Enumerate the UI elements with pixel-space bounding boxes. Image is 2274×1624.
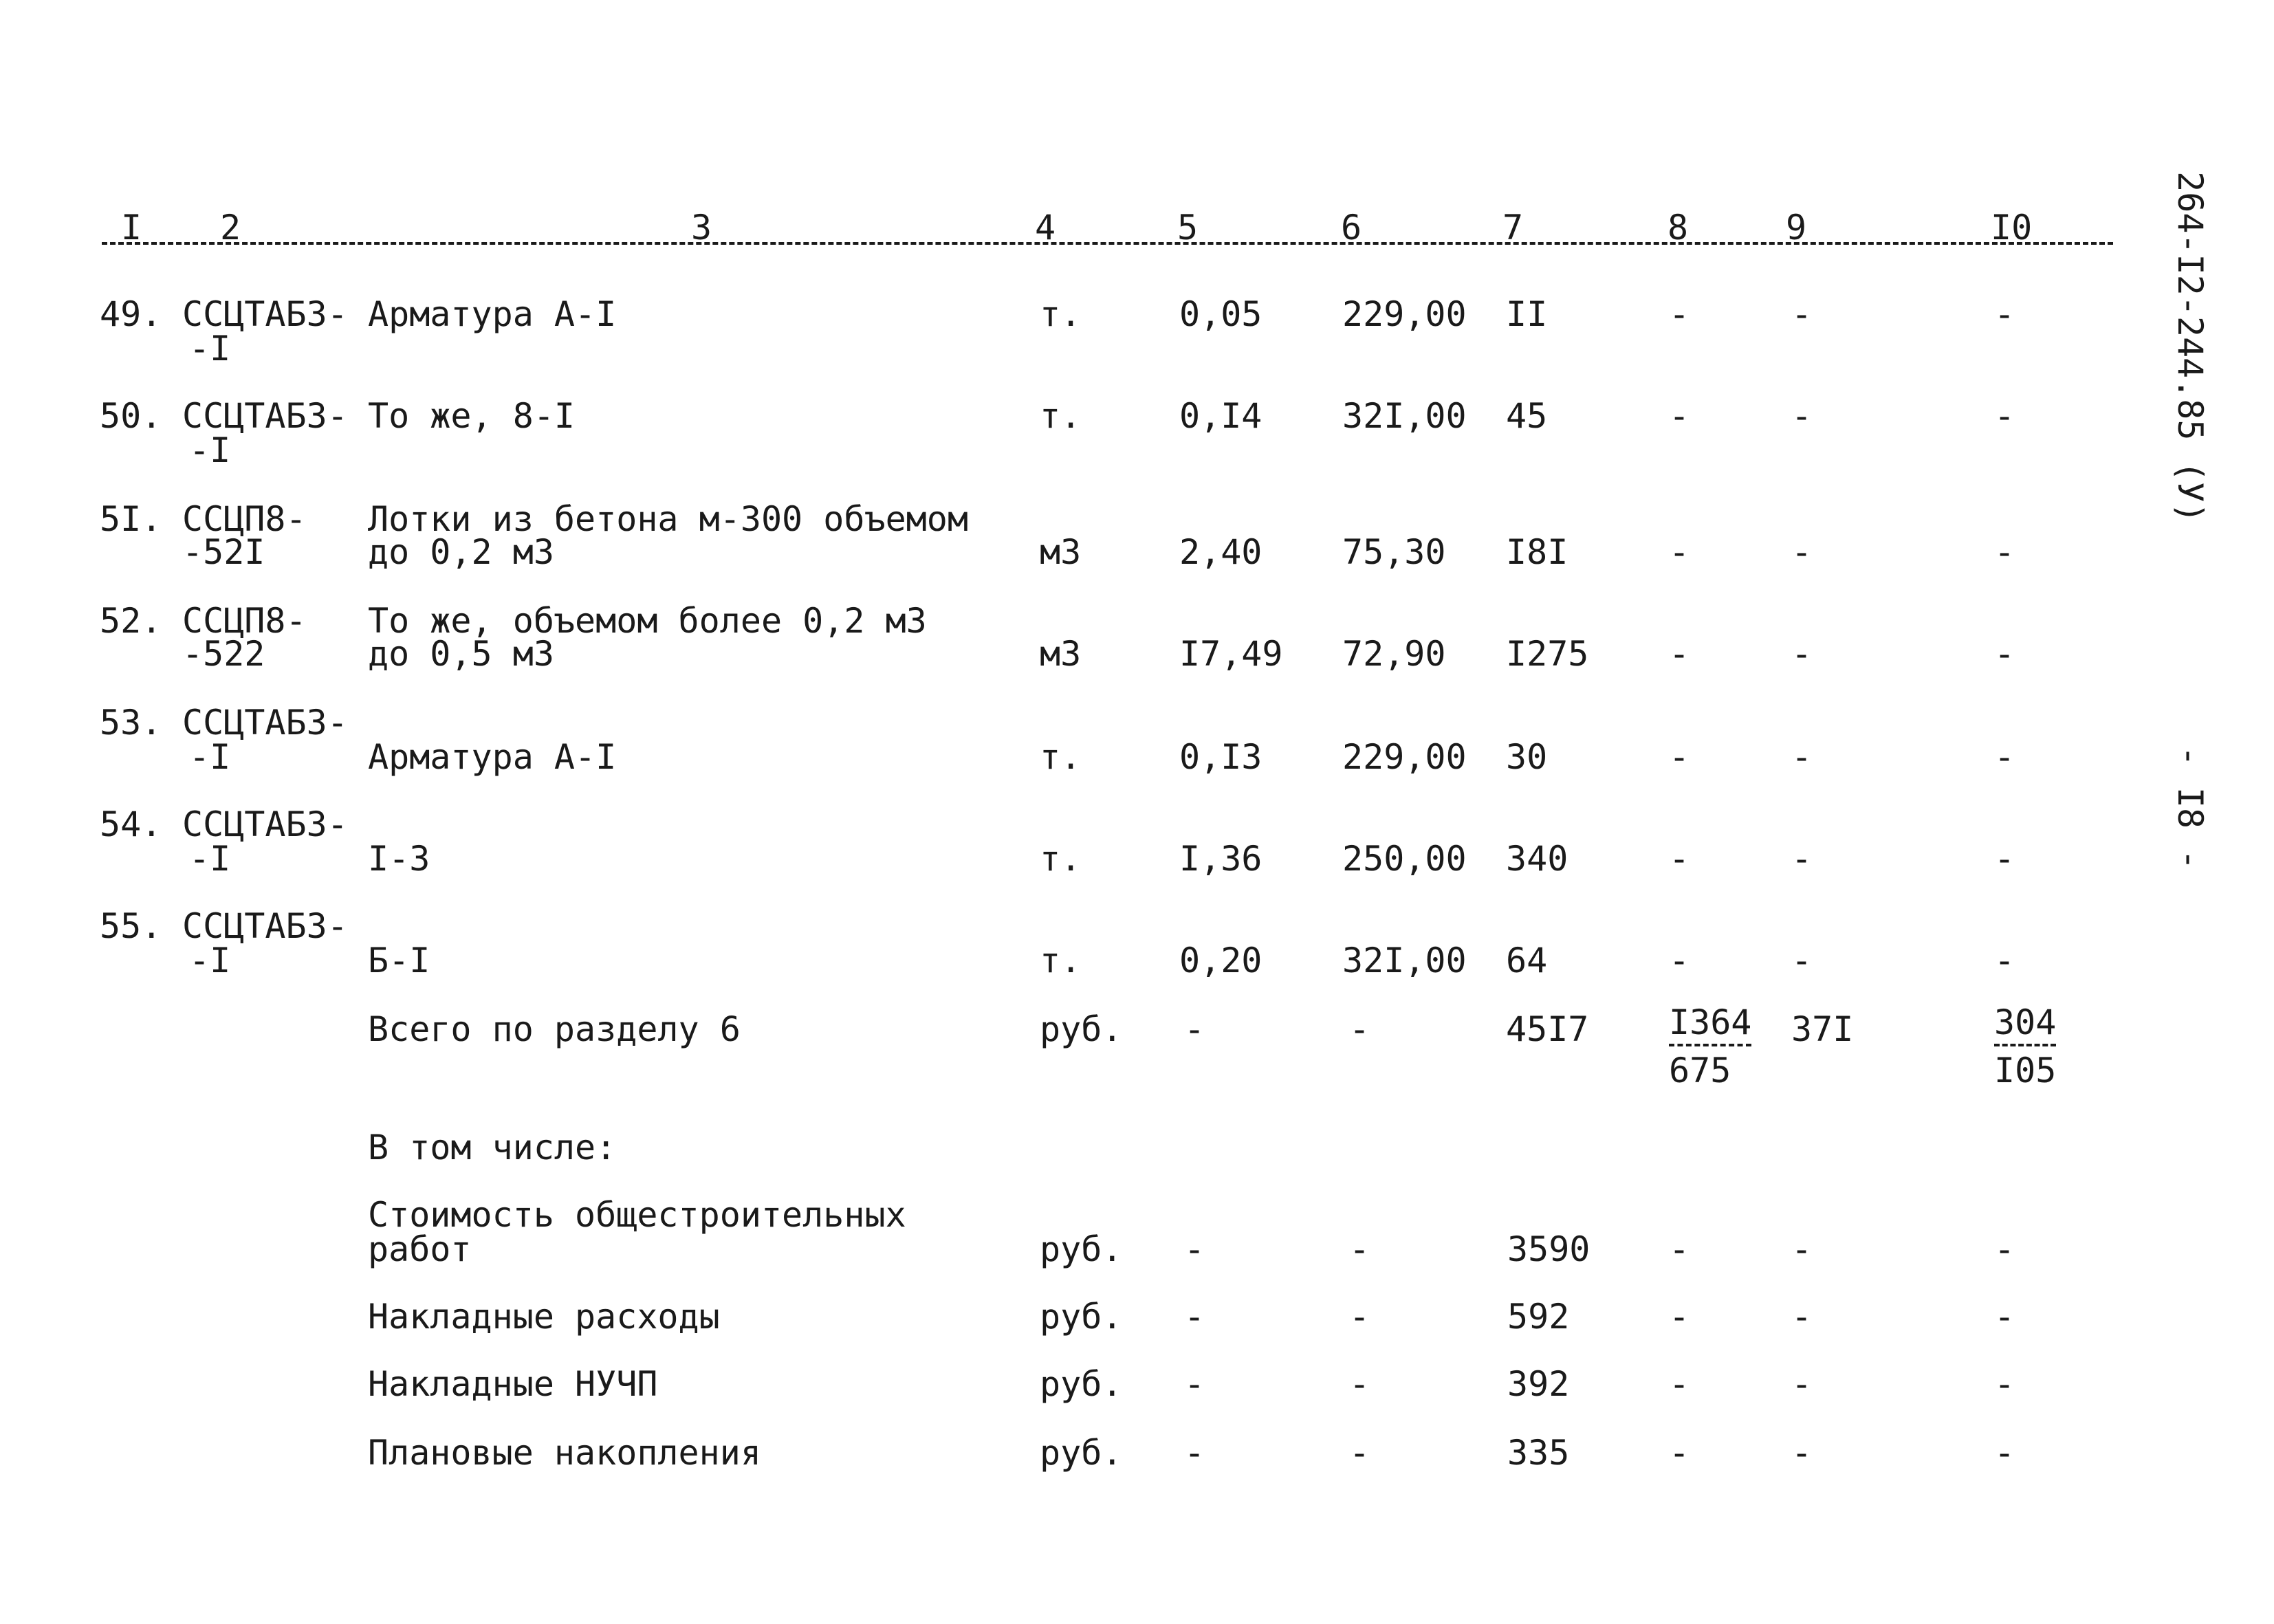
document-code: 264-I2-244.85 (У): [2170, 171, 2210, 523]
breakdown-quantity: -: [1184, 1433, 1205, 1473]
row-col10: -: [1994, 839, 2015, 879]
breakdown-col8: -: [1669, 1433, 1690, 1473]
breakdown-col9: -: [1791, 1229, 1813, 1269]
section-total-amount: 45I7: [1506, 1009, 1589, 1049]
section-total-col10-fraction: [1994, 1002, 2057, 1090]
including-label: В том числе:: [368, 1128, 617, 1167]
row-total: 64: [1506, 941, 1548, 980]
section-total-quantity: -: [1184, 1009, 1205, 1049]
row-unit: т.: [1040, 396, 1082, 436]
row-col10: -: [1994, 396, 2015, 436]
section-total-col9: 37I: [1791, 1009, 1854, 1049]
row-description: I-3: [368, 839, 430, 879]
row-total: 30: [1506, 737, 1548, 777]
row-description-cont: до 0,5 м3: [368, 634, 554, 674]
row-code-cont: -52I: [182, 532, 265, 572]
breakdown-price: -: [1349, 1229, 1370, 1269]
col-header-6: 6: [1341, 208, 1362, 248]
row-col8: -: [1669, 941, 1690, 980]
row-code-cont: -I: [189, 430, 231, 470]
row-col10: -: [1994, 634, 2015, 674]
row-total: I275: [1506, 634, 1589, 674]
row-quantity: 0,20: [1179, 941, 1262, 980]
row-col9: -: [1791, 737, 1813, 777]
col-header-9: 9: [1786, 208, 1807, 248]
row-code: ССЦТАБ3-: [182, 804, 348, 844]
breakdown-label: Накладные расходы: [368, 1297, 720, 1337]
breakdown-label-cont: работ: [368, 1229, 472, 1269]
breakdown-col8: -: [1669, 1297, 1690, 1337]
breakdown-col9: -: [1791, 1433, 1813, 1473]
row-description: Арматура А-I: [368, 294, 617, 334]
row-unit: м3: [1040, 634, 1082, 674]
row-code: ССЦТАБ3-: [182, 396, 348, 436]
row-price: 32I,00: [1342, 396, 1467, 436]
row-description: Арматура А-I: [368, 737, 617, 777]
col-header-8: 8: [1668, 208, 1689, 248]
breakdown-unit: руб.: [1040, 1433, 1123, 1473]
col-header-1: I: [121, 208, 142, 248]
col-header-7: 7: [1502, 208, 1524, 248]
row-quantity: 0,05: [1179, 294, 1262, 334]
page-number: - I8 -: [2170, 745, 2210, 870]
row-code: ССЦТАБ3-: [182, 294, 348, 334]
row-code: ССЦП8-: [182, 499, 307, 539]
breakdown-col8: -: [1669, 1229, 1690, 1269]
row-col9: -: [1791, 634, 1813, 674]
row-price: 229,00: [1342, 737, 1467, 777]
breakdown-col8: -: [1669, 1364, 1690, 1404]
breakdown-unit: руб.: [1040, 1364, 1123, 1404]
row-code-cont: -I: [189, 839, 231, 879]
breakdown-col9: -: [1791, 1364, 1813, 1404]
section-total-col8-top: I364: [1669, 1005, 1751, 1046]
row-code: ССЦТАБ3-: [182, 906, 348, 946]
row-col9: -: [1791, 839, 1813, 879]
breakdown-total: 392: [1507, 1364, 1570, 1404]
breakdown-price: -: [1349, 1433, 1370, 1473]
breakdown-total: 592: [1507, 1297, 1570, 1337]
row-number: 55.: [100, 906, 162, 946]
row-number: 54.: [100, 804, 162, 844]
row-unit: м3: [1040, 532, 1082, 572]
breakdown-price: -: [1349, 1364, 1370, 1404]
breakdown-col10: -: [1994, 1297, 2015, 1337]
row-col8: -: [1669, 396, 1690, 436]
breakdown-quantity: -: [1184, 1364, 1205, 1404]
row-unit: т.: [1040, 839, 1082, 879]
row-code-cont: -I: [189, 329, 231, 369]
row-col8: -: [1669, 839, 1690, 879]
row-price: 229,00: [1342, 294, 1467, 334]
row-unit: т.: [1040, 737, 1082, 777]
row-price: 75,30: [1342, 532, 1446, 572]
section-total-col8-fraction: [1669, 1002, 1752, 1090]
row-code-cont: -I: [189, 941, 231, 980]
row-number: 49.: [100, 294, 162, 334]
row-number: 53.: [100, 703, 162, 743]
row-price: 250,00: [1342, 839, 1467, 879]
row-code: ССЦТАБ3-: [182, 703, 348, 743]
breakdown-price: -: [1349, 1297, 1370, 1337]
col-header-4: 4: [1035, 208, 1056, 248]
row-quantity: 0,I4: [1179, 396, 1262, 436]
row-code: ССЦП8-: [182, 601, 307, 641]
row-col9: -: [1791, 941, 1813, 980]
breakdown-unit: руб.: [1040, 1297, 1123, 1337]
row-description: То же, 8-I: [368, 396, 576, 436]
breakdown-col9: -: [1791, 1297, 1813, 1337]
row-col8: -: [1669, 532, 1690, 572]
row-description-cont: до 0,2 м3: [368, 532, 554, 572]
section-total-label: Всего по разделу 6: [368, 1009, 741, 1049]
breakdown-label: Плановые накопления: [368, 1433, 761, 1473]
row-total: II: [1506, 294, 1548, 334]
row-total: 45: [1506, 396, 1548, 436]
breakdown-col10: -: [1994, 1229, 2015, 1269]
row-col9: -: [1791, 532, 1813, 572]
breakdown-label: Накладные НУЧП: [368, 1364, 658, 1404]
section-total-unit: руб.: [1040, 1009, 1123, 1049]
row-description: То же, объемом более 0,2 м3: [368, 601, 927, 641]
row-number: 52.: [100, 601, 162, 641]
row-col9: -: [1791, 396, 1813, 436]
breakdown-quantity: -: [1184, 1229, 1205, 1269]
row-description: Б-I: [368, 941, 430, 980]
row-code-cont: -I: [189, 737, 231, 777]
col-header-5: 5: [1177, 208, 1199, 248]
row-quantity: 0,I3: [1179, 737, 1262, 777]
breakdown-label: Стоимость общестроительных: [368, 1195, 906, 1235]
row-col9: -: [1791, 294, 1813, 334]
row-col10: -: [1994, 532, 2015, 572]
row-number: 50.: [100, 396, 162, 436]
section-total-col10-top: 304: [1994, 1005, 2056, 1046]
breakdown-col10: -: [1994, 1433, 2015, 1473]
col-header-10: I0: [1991, 208, 2033, 248]
row-quantity: 2,40: [1179, 532, 1262, 572]
breakdown-total: 3590: [1507, 1229, 1590, 1269]
row-quantity: I,36: [1179, 839, 1262, 879]
row-number: 5I.: [100, 499, 162, 539]
row-col10: -: [1994, 294, 2015, 334]
breakdown-col10: -: [1994, 1364, 2015, 1404]
row-code-cont: -522: [182, 634, 265, 674]
header-rule: [102, 242, 2113, 245]
section-total-col10-bottom: I05: [1994, 1051, 2057, 1090]
row-description: Лотки из бетона м-300 объемом: [368, 499, 968, 539]
section-total-col8-bottom: 675: [1669, 1051, 1731, 1090]
row-col8: -: [1669, 634, 1690, 674]
breakdown-total: 335: [1507, 1433, 1570, 1473]
breakdown-unit: руб.: [1040, 1229, 1123, 1269]
row-col10: -: [1994, 941, 2015, 980]
row-col8: -: [1669, 737, 1690, 777]
row-quantity: I7,49: [1179, 634, 1283, 674]
row-col10: -: [1994, 737, 2015, 777]
row-unit: т.: [1040, 941, 1082, 980]
row-price: 32I,00: [1342, 941, 1467, 980]
row-total: 340: [1506, 839, 1568, 879]
breakdown-quantity: -: [1184, 1297, 1205, 1337]
row-total: I8I: [1506, 532, 1568, 572]
section-total-price: -: [1349, 1009, 1370, 1049]
row-price: 72,90: [1342, 634, 1446, 674]
col-header-2: 2: [220, 208, 241, 248]
row-unit: т.: [1040, 294, 1082, 334]
row-col8: -: [1669, 294, 1690, 334]
col-header-3: 3: [691, 208, 712, 248]
